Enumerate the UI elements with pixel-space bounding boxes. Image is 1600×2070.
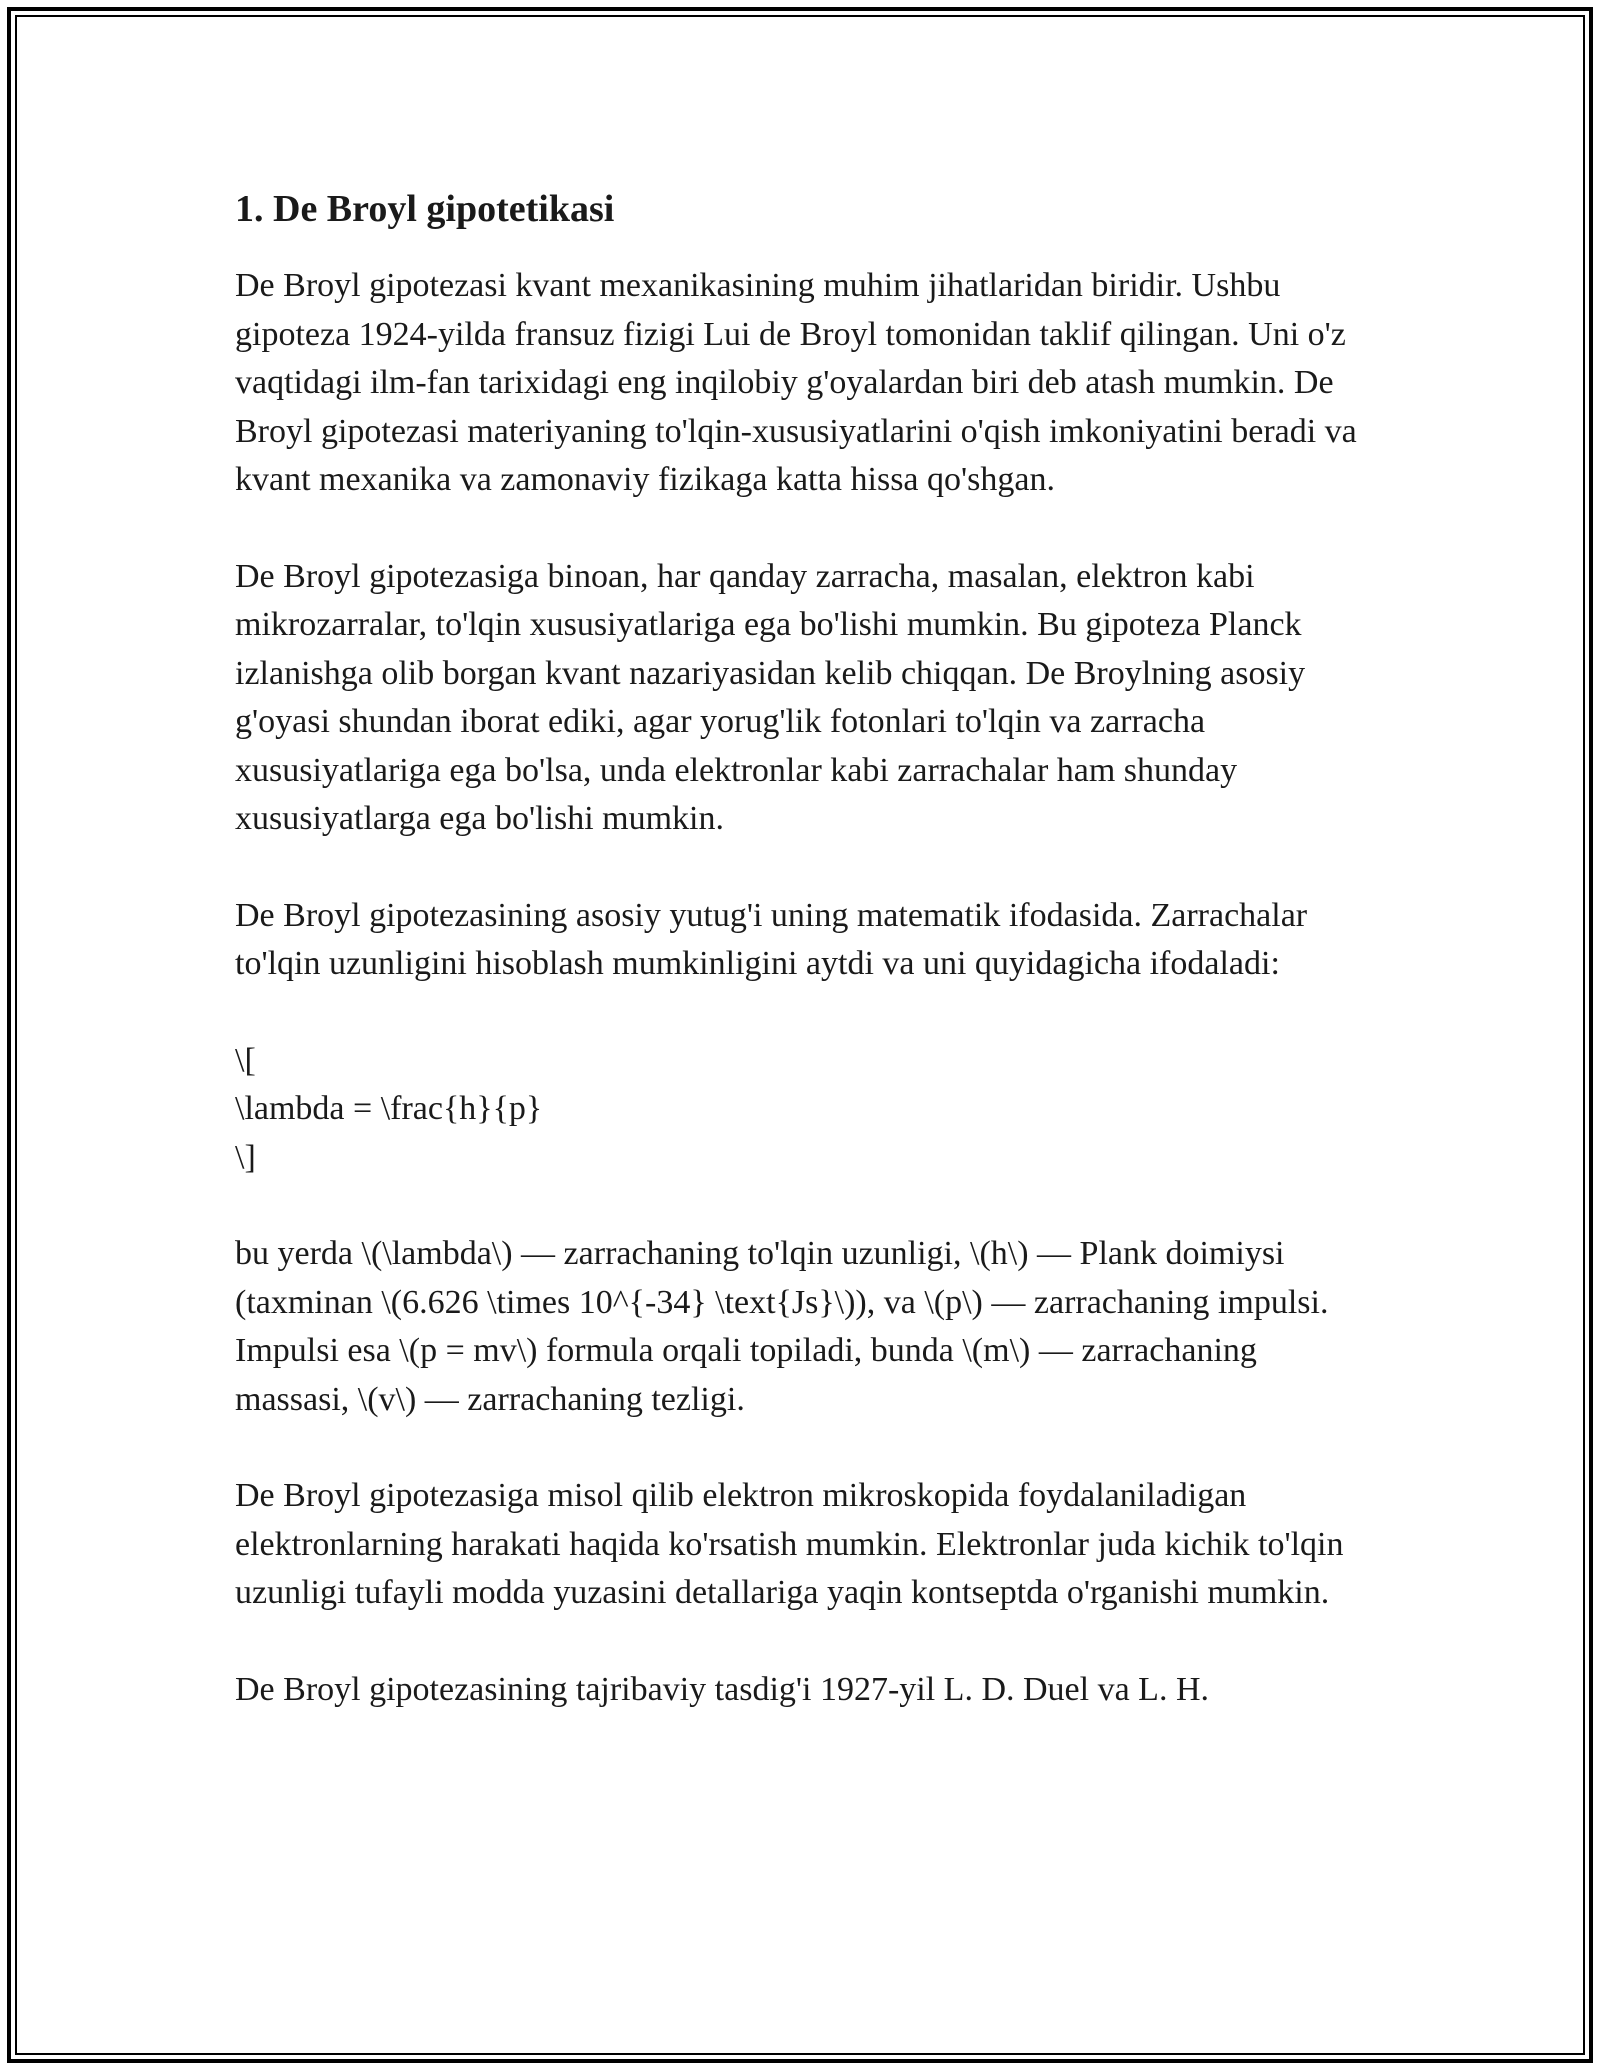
formula-line-close: \] <box>235 1138 256 1176</box>
paragraph-formula-intro: De Broyl gipotezasining asosiy yutug'i uning matematik ifodasida. Zarrachalar to'lqin uzunligini hisoblash mumkinligini aytdi va uni quyidagicha ifodaladi: <box>235 896 1308 983</box>
paragraph-confirmation: De Broyl gipotezasining tajribaviy tasdig'i 1927-yil L. D. Duel va L. H. <box>235 1670 1209 1708</box>
document-body <box>235 185 1375 1762</box>
formula-line-open: \[ <box>235 1041 256 1079</box>
paragraph-variables: bu yerda \(\lambda\) — zarrachaning to'lqin uzunligi, \(h\) — Plank doimiysi (taxminan \(6.626 \times 10^{-34} \text{Js}\)), va \(p\) — zarrachaning impulsi. Impulsi esa \(p = mv\) formula orqali topiladi, bunda \(m\) — zarrachaning massasi, \(v\) — zarrachaning tezligi. <box>235 1235 1329 1418</box>
paragraph-hypothesis: De Broyl gipotezasiga binoan, har qanday zarracha, masalan, elektron kabi mikrozarralar, to'lqin xususiyatlariga ega bo'lishi mumkin. Bu gipoteza Planck izlanishga olib borgan kvant nazariyasidan kelib chiqqan. De Broylning asosiy g'oyasi shundan iborat ediki, agar yorug'lik fotonlari to'lqin va zarracha xususiyatlariga ega bo'lsa, unda elektronlar kabi zarrachalar ham shunday xususiyatlarga ega bo'lishi mumkin. <box>235 557 1306 838</box>
section-heading: 1. De Broyl gipotetikasi <box>235 188 615 230</box>
paragraph-example: De Broyl gipotezasiga misol qilib elektron mikroskopida foydalaniladigan elektronlarning harakati haqida ko'rsatish mumkin. Elektronlar juda kichik to'lqin uzunligi tufayli modda yuzasini detallariga yaqin kontseptda o'rganishi mumkin. <box>235 1477 1344 1612</box>
formula-block <box>235 1037 1375 1183</box>
formula-line-equation: \lambda = \frac{h}{p} <box>235 1090 543 1128</box>
paragraph-intro: De Broyl gipotezasi kvant mexanikasining muhim jihatlaridan biridir. Ushbu gipoteza 1924-yilda fransuz fizigi Lui de Broyl tomonidan taklif qilingan. Uni o'z vaqtidagi ilm-fan tarixidagi eng inqilobiy g'oyalardan biri deb atash mumkin. De Broyl gipotezasi materiyaning to'lqin-xususiyatlarini o'qish imkoniyatini beradi va kvant mexanika va zamonaviy fizikaga katta hissa qo'shgan. <box>235 267 1357 499</box>
